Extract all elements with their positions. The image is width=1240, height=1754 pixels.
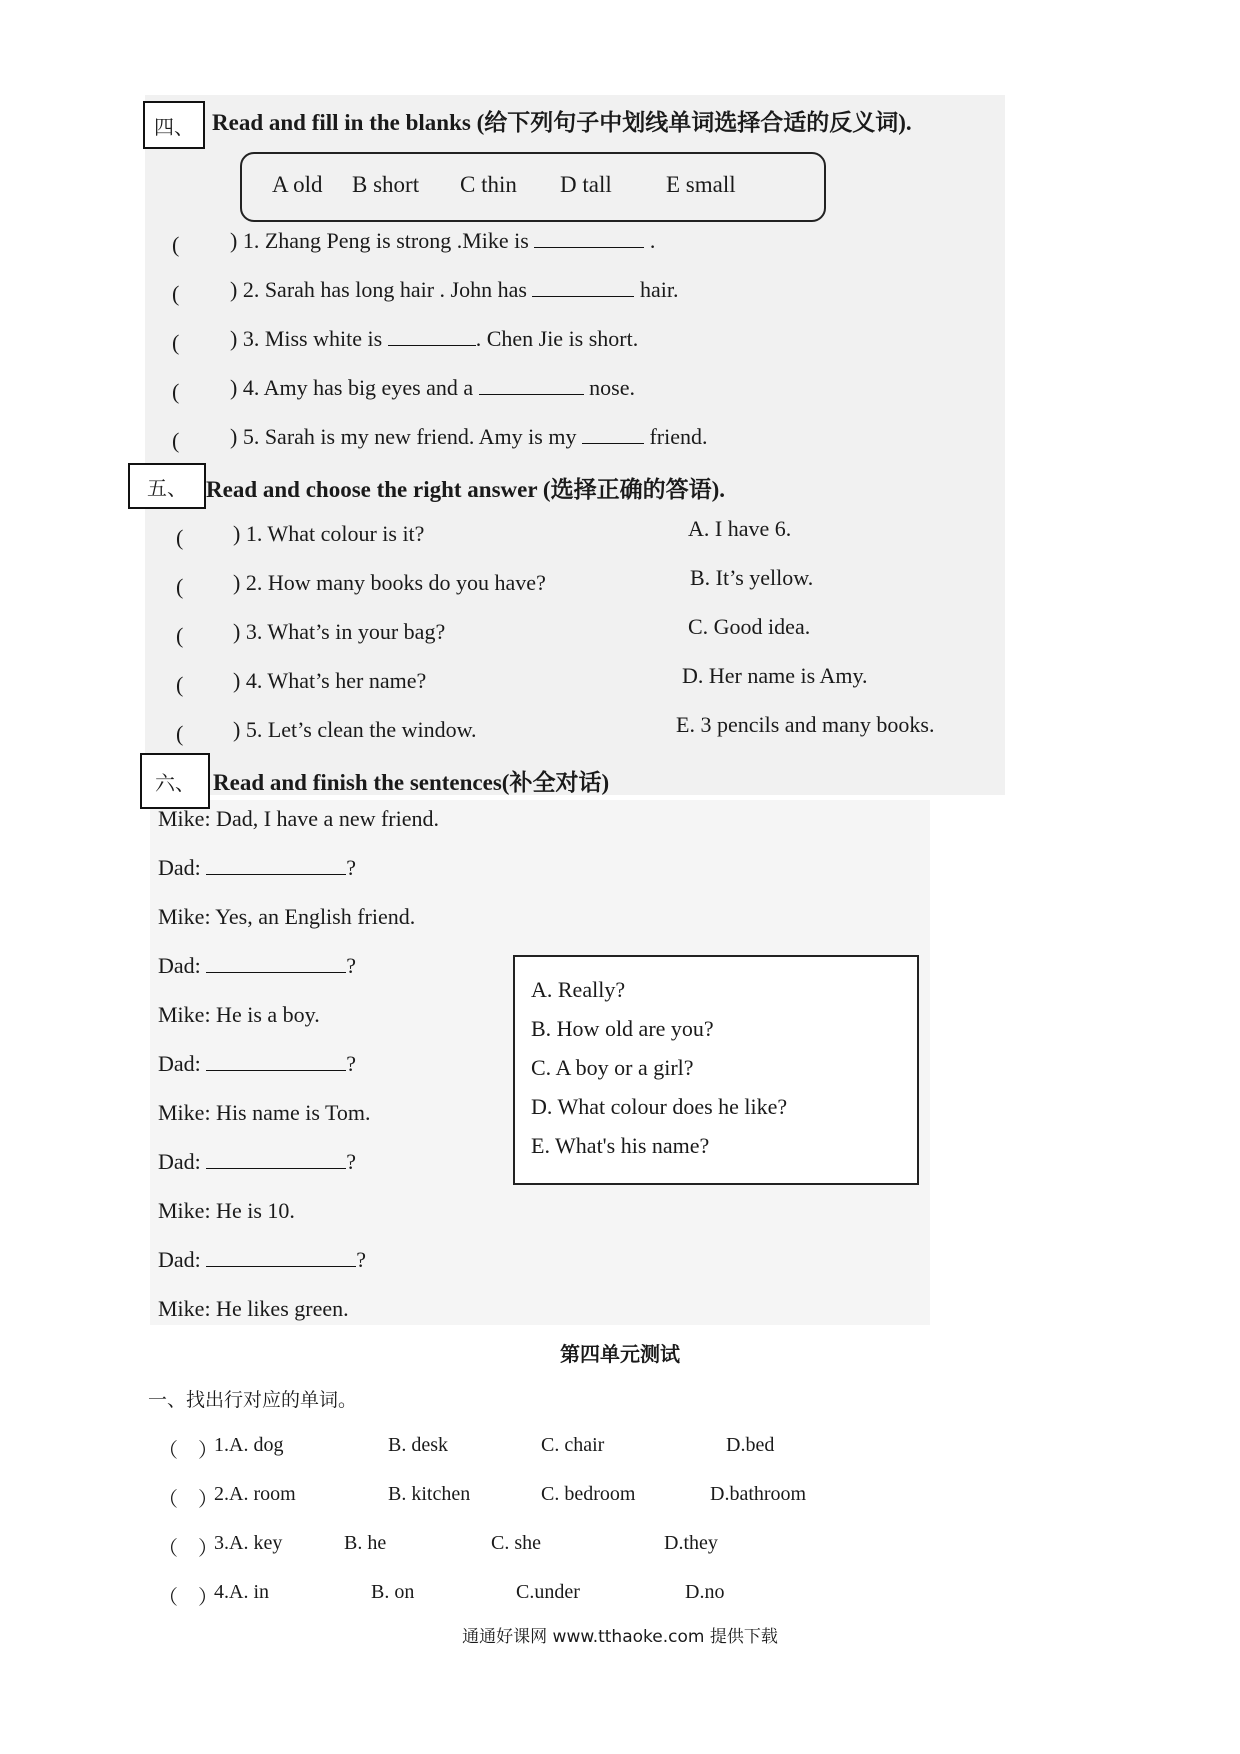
- dialogue-line: Dad: ?: [158, 1247, 367, 1272]
- fill-question: ) 3. Miss white is . Chen Jie is short.: [230, 326, 639, 351]
- fill-question: ) 1. Zhang Peng is strong .Mike is .: [230, 228, 656, 253]
- answer-paren: (: [176, 721, 184, 746]
- section4-title: Read and fill in the blanks (给下列句子中划线单词选择合适的反义词).: [212, 110, 912, 135]
- answer-blank[interactable]: [206, 1150, 346, 1169]
- dialogue-option: D. What colour does he like?: [531, 1094, 788, 1119]
- answer-paren: (: [176, 574, 184, 599]
- section4-word-bank: [240, 152, 826, 222]
- answer-paren: (: [172, 379, 180, 404]
- section4-number: 四、: [143, 101, 205, 149]
- answer-option: C. Good idea.: [688, 614, 811, 639]
- dialogue-option: B. How old are you?: [531, 1016, 714, 1041]
- dialogue-line: Dad: ?: [158, 855, 357, 880]
- unit4-question-row: （ ） 3.A. key B. he C. she D.they: [158, 1532, 718, 1560]
- dialogue-line: Dad: ?: [158, 1051, 357, 1076]
- answer-paren: （ ）: [158, 1538, 218, 1560]
- answer-option: D. Her name is Amy.: [682, 663, 868, 688]
- dialogue-line: Dad: ?: [158, 953, 357, 978]
- footer-source: 通通好课网 www.tthaoke.com 提供下载: [462, 1627, 778, 1647]
- word-bank-option: C thin: [460, 172, 517, 197]
- answer-blank[interactable]: [206, 1052, 346, 1071]
- answer-blank[interactable]: [206, 954, 346, 973]
- choose-question: ) 5. Let’s clean the window.: [233, 717, 477, 742]
- section6-options-box: [513, 955, 919, 1185]
- answer-option: A. I have 6.: [688, 516, 792, 541]
- word-bank-option: B short: [352, 172, 420, 197]
- word-bank-option: E small: [666, 172, 736, 197]
- choose-question: ) 2. How many books do you have?: [233, 570, 546, 595]
- unit4-question-row: （ ） 2.A. room B. kitchen C. bedroom D.bathroom: [158, 1483, 807, 1511]
- dialogue-line: Mike: Dad, I have a new friend.: [158, 806, 440, 831]
- dialogue-line: Mike: Yes, an English friend.: [158, 904, 416, 929]
- answer-paren: (: [172, 281, 180, 306]
- section6-title: Read and finish the sentences(补全对话): [213, 770, 610, 795]
- choose-question: ) 4. What’s her name?: [233, 668, 427, 693]
- fill-question: ) 2. Sarah has long hair . John has hair.: [230, 277, 679, 302]
- answer-paren: （ ）: [158, 1489, 218, 1511]
- answer-paren: (: [176, 525, 184, 550]
- answer-blank[interactable]: [388, 327, 476, 346]
- answer-option: B. It’s yellow.: [690, 565, 814, 590]
- unit4-title: 第四单元测试: [560, 1342, 680, 1366]
- answer-blank[interactable]: [582, 425, 644, 444]
- answer-blank[interactable]: [206, 1248, 356, 1267]
- choose-question: ) 3. What’s in your bag?: [233, 619, 446, 644]
- dialogue-option: E. What's his name?: [531, 1133, 710, 1158]
- fill-question: ) 4. Amy has big eyes and a nose.: [230, 375, 635, 400]
- choose-question: ) 1. What colour is it?: [233, 521, 425, 546]
- section5-title: Read and choose the right answer (选择正确的答语).: [206, 477, 725, 502]
- answer-paren: （ ）: [158, 1587, 218, 1609]
- answer-option: E. 3 pencils and many books.: [676, 712, 935, 737]
- section6-number: 六、: [140, 753, 210, 809]
- unit4-question-row: （ ） 1.A. dog B. desk C. chair D.bed: [158, 1434, 775, 1462]
- word-bank-option: D tall: [560, 172, 612, 197]
- unit4-section1-heading: 一、找出行对应的单词。: [148, 1389, 358, 1411]
- unit4-question-row: （ ） 4.A. in B. on C.under D.no: [158, 1581, 725, 1609]
- answer-paren: (: [172, 330, 180, 355]
- answer-paren: (: [172, 232, 180, 257]
- answer-paren: (: [172, 428, 180, 453]
- answer-blank[interactable]: [532, 278, 634, 297]
- dialogue-line: Mike: He is 10.: [158, 1198, 295, 1223]
- dialogue-line: Mike: He likes green.: [158, 1296, 349, 1321]
- answer-blank[interactable]: [479, 376, 584, 395]
- fill-question: ) 5. Sarah is my new friend. Amy is my friend.: [230, 424, 708, 449]
- answer-paren: (: [176, 623, 184, 648]
- dialogue-line: Dad: ?: [158, 1149, 357, 1174]
- dialogue-option: C. A boy or a girl?: [531, 1055, 694, 1080]
- section5-number: 五、: [128, 463, 206, 509]
- answer-paren: (: [176, 672, 184, 697]
- word-bank-option: A old: [272, 172, 323, 197]
- dialogue-line: Mike: He is a boy.: [158, 1002, 320, 1027]
- dialogue-line: Mike: His name is Tom.: [158, 1100, 371, 1125]
- answer-blank[interactable]: [534, 229, 644, 248]
- answer-paren: （ ）: [158, 1440, 218, 1462]
- answer-blank[interactable]: [206, 856, 346, 875]
- dialogue-option: A. Really?: [531, 977, 626, 1002]
